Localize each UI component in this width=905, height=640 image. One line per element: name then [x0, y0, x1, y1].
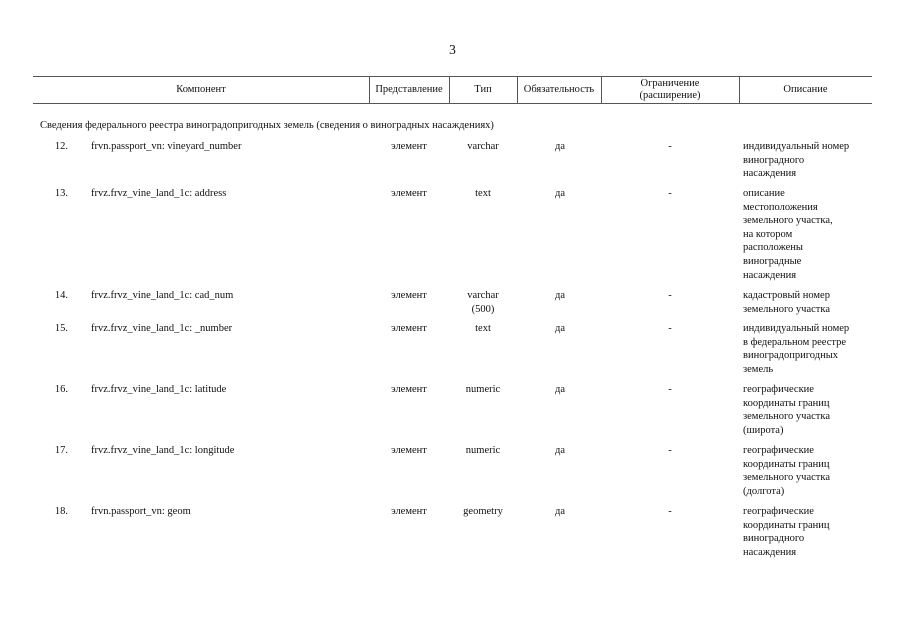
required-cell: да: [554, 323, 565, 334]
description-cell-line: описание: [743, 188, 785, 199]
type-cell-line: varchar: [467, 141, 499, 152]
description-cell: [743, 289, 871, 316]
required-cell: да: [554, 506, 565, 517]
column-header-description: Описание: [783, 84, 828, 95]
restriction-cell: -: [668, 290, 672, 301]
representation-cell: элемент: [391, 323, 427, 334]
description-cell-line: расположены: [743, 242, 803, 254]
restriction-cell: -: [668, 188, 672, 199]
description-cell-line: кадастровый номер: [743, 290, 830, 301]
row-number: 14.: [54, 290, 68, 301]
restriction-cell: -: [668, 323, 672, 334]
description-cell-line: координаты границ: [743, 397, 830, 409]
description-cell-line: местоположения: [743, 201, 818, 213]
description-cell-line: виноградные: [743, 255, 802, 267]
component-cell: frvz.frvz_vine_land_1c: latitude: [91, 384, 227, 395]
description-cell-line: координаты границ: [743, 519, 830, 531]
row-number: 12.: [54, 141, 68, 152]
restriction-cell: -: [668, 445, 672, 456]
description-cell-line: виноградопригодных: [743, 350, 839, 362]
description-cell-line: (широта): [743, 424, 784, 436]
type-cell-line: geometry: [463, 506, 503, 517]
component-cell: frvz.frvz_vine_land_1c: longitude: [91, 445, 235, 456]
description-cell: [743, 322, 871, 376]
required-cell: да: [554, 188, 565, 199]
description-cell-line: виноградного: [743, 154, 805, 166]
type-cell: [448, 383, 518, 397]
restriction-cell: -: [668, 141, 672, 152]
required-cell: да: [554, 290, 565, 301]
type-cell-line: varchar: [467, 290, 499, 301]
type-cell-line: text: [475, 323, 491, 334]
restriction-header-line: Ограничение: [640, 78, 700, 89]
column-header-required: Обязательность: [523, 84, 595, 95]
restriction-cell: -: [668, 384, 672, 395]
representation-cell: элемент: [391, 445, 427, 456]
description-cell-line: географические: [743, 384, 814, 395]
column-header-representation: Представление: [375, 84, 443, 95]
table-header-rule: [33, 103, 872, 104]
component-cell: frvn.passport_vn: vineyard_number: [91, 141, 242, 152]
description-cell-line: географические: [743, 506, 814, 517]
page-number: 3: [449, 42, 456, 57]
description-cell-line: виноградного: [743, 533, 805, 545]
column-header-component: Компонент: [176, 84, 226, 95]
description-cell-line: географические: [743, 445, 814, 456]
description-cell: [743, 187, 871, 282]
description-cell-line: индивидуальный номер: [743, 323, 850, 334]
component-cell: frvz.frvz_vine_land_1c: _number: [91, 323, 233, 334]
description-cell-line: на котором: [743, 228, 793, 240]
description-cell-line: земельного участка,: [743, 215, 833, 227]
type-cell-line: numeric: [465, 445, 501, 456]
required-cell: да: [554, 445, 565, 456]
type-cell: [448, 289, 518, 316]
row-number: 17.: [54, 445, 68, 456]
description-cell-line: земельного участка: [743, 303, 830, 315]
description-cell-line: в федеральном реестре: [743, 336, 847, 348]
restriction-header-line: (расширение): [639, 90, 701, 101]
component-cell: frvz.frvz_vine_land_1c: address: [91, 188, 227, 199]
column-header-restriction: [601, 77, 739, 103]
representation-cell: элемент: [391, 506, 427, 517]
description-cell-line: (долгота): [743, 485, 785, 497]
type-cell: [448, 322, 518, 336]
required-cell: да: [554, 141, 565, 152]
type-cell: [448, 505, 518, 519]
type-cell: [448, 444, 518, 458]
description-cell-line: земельного участка: [743, 411, 830, 423]
required-cell: да: [554, 384, 565, 395]
description-cell: [743, 140, 871, 181]
representation-cell: элемент: [391, 188, 427, 199]
representation-cell: элемент: [391, 384, 427, 395]
type-cell-line: text: [475, 188, 491, 199]
description-cell-line: земельного участка: [743, 472, 830, 484]
description-cell-line: насаждения: [743, 269, 797, 281]
description-cell-line: насаждения: [743, 168, 797, 180]
description-cell-line: земель: [743, 363, 774, 375]
description-cell: [743, 505, 871, 559]
component-cell: frvz.frvz_vine_land_1c: cad_num: [91, 290, 234, 301]
section-title: Сведения федерального реестра виноградопригодных земель (сведения о виноградных насаждениях): [40, 120, 494, 131]
type-cell: [448, 140, 518, 154]
description-cell-line: индивидуальный номер: [743, 141, 850, 152]
description-cell: [743, 383, 871, 437]
description-cell-line: насаждения: [743, 546, 797, 558]
component-cell: frvn.passport_vn: geom: [91, 506, 191, 517]
type-cell-line: (500): [471, 303, 495, 315]
row-number: 15.: [54, 323, 68, 334]
type-cell: [448, 187, 518, 201]
restriction-cell: -: [668, 506, 672, 517]
type-cell-line: numeric: [465, 384, 501, 395]
row-number: 13.: [54, 188, 68, 199]
row-number: 16.: [54, 384, 68, 395]
column-header-type: Тип: [474, 84, 492, 95]
representation-cell: элемент: [391, 290, 427, 301]
row-number: 18.: [54, 506, 68, 517]
description-cell: [743, 444, 871, 498]
representation-cell: элемент: [391, 141, 427, 152]
description-cell-line: координаты границ: [743, 458, 830, 470]
